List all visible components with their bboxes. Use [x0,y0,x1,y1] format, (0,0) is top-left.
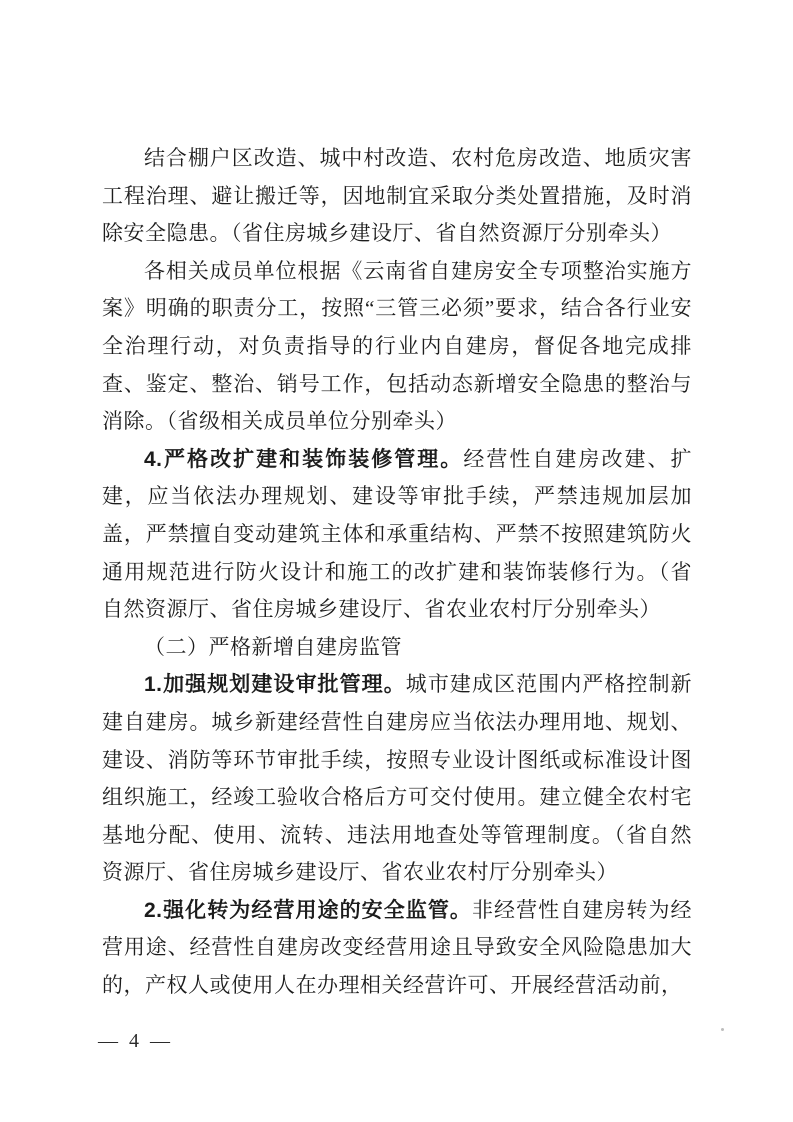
scan-speck [721,1028,724,1031]
paragraph-3-text: 经营性自建房改建、扩建，应当依法办理规划、建设等审批手续，严禁违规加层加盖，严禁擅自变动建筑主体和承重结构、严禁不按照建筑防火通用规范进行防火设计和施工的改扩建和装饰装修行为。（省自然资源厅、省住房城乡建设厅、省农业农村厅分别牵头） [102,446,693,622]
paragraph-5-text: 非经营性自建房转为经营用途、经营性自建房改变经营用途且导致安全风险隐患加大的，产权人或使用人在办理相关经营许可、开展经营活动前， [102,897,693,998]
paragraph-1-text: 结合棚户区改造、城中村改造、农村危房改造、地质灾害工程治理、避让搬迁等，因地制宜采取分类处置措施，及时消除安全隐患。（省住房城乡建设厅、省自然资源厅分别牵头） [102,146,692,246]
paragraph-3 [102,441,692,629]
paragraph-4-text: 城市建成区范围内严格控制新建自建房。城乡新建经营性自建房应当依法办理用地、规划、建设、消防等环节审批手续，按照专业设计图纸或标准设计图组织施工，经竣工验收合格后方可交付使用。建立健全农村宅基地分配、使用、流转、违法用地查处等管理制度。（省自然资源厅、省住房城乡建设厅、省农业农村厅分别牵头） [102,672,693,885]
section-heading-text: （二）严格新增自建房监管 [144,634,402,659]
paragraph-4-lead: 1.加强规划建设审批管理。 [144,673,406,697]
document-body [102,140,692,1005]
paragraph-2 [102,253,692,441]
paragraph-5-lead: 2.强化转为经营用途的安全监管。 [144,898,472,922]
paragraph-4 [102,666,692,892]
paragraph-3-lead: 4.严格改扩建和装饰装修管理。 [144,447,464,471]
paragraph-5 [102,892,692,1005]
section-heading [102,629,692,667]
page-number: — 4 — [98,1030,173,1052]
paragraph-1 [102,140,692,253]
paragraph-2-text: 各相关成员单位根据《云南省自建房安全专项整治实施方案》明确的职责分工，按照“三管三必须”要求，结合各行业安全治理行动，对负责指导的行业内自建房，督促各地完成排查、鉴定、整治、销号工作，包括动态新增安全隐患的整治与消除。（省级相关成员单位分别牵头） [102,258,692,434]
